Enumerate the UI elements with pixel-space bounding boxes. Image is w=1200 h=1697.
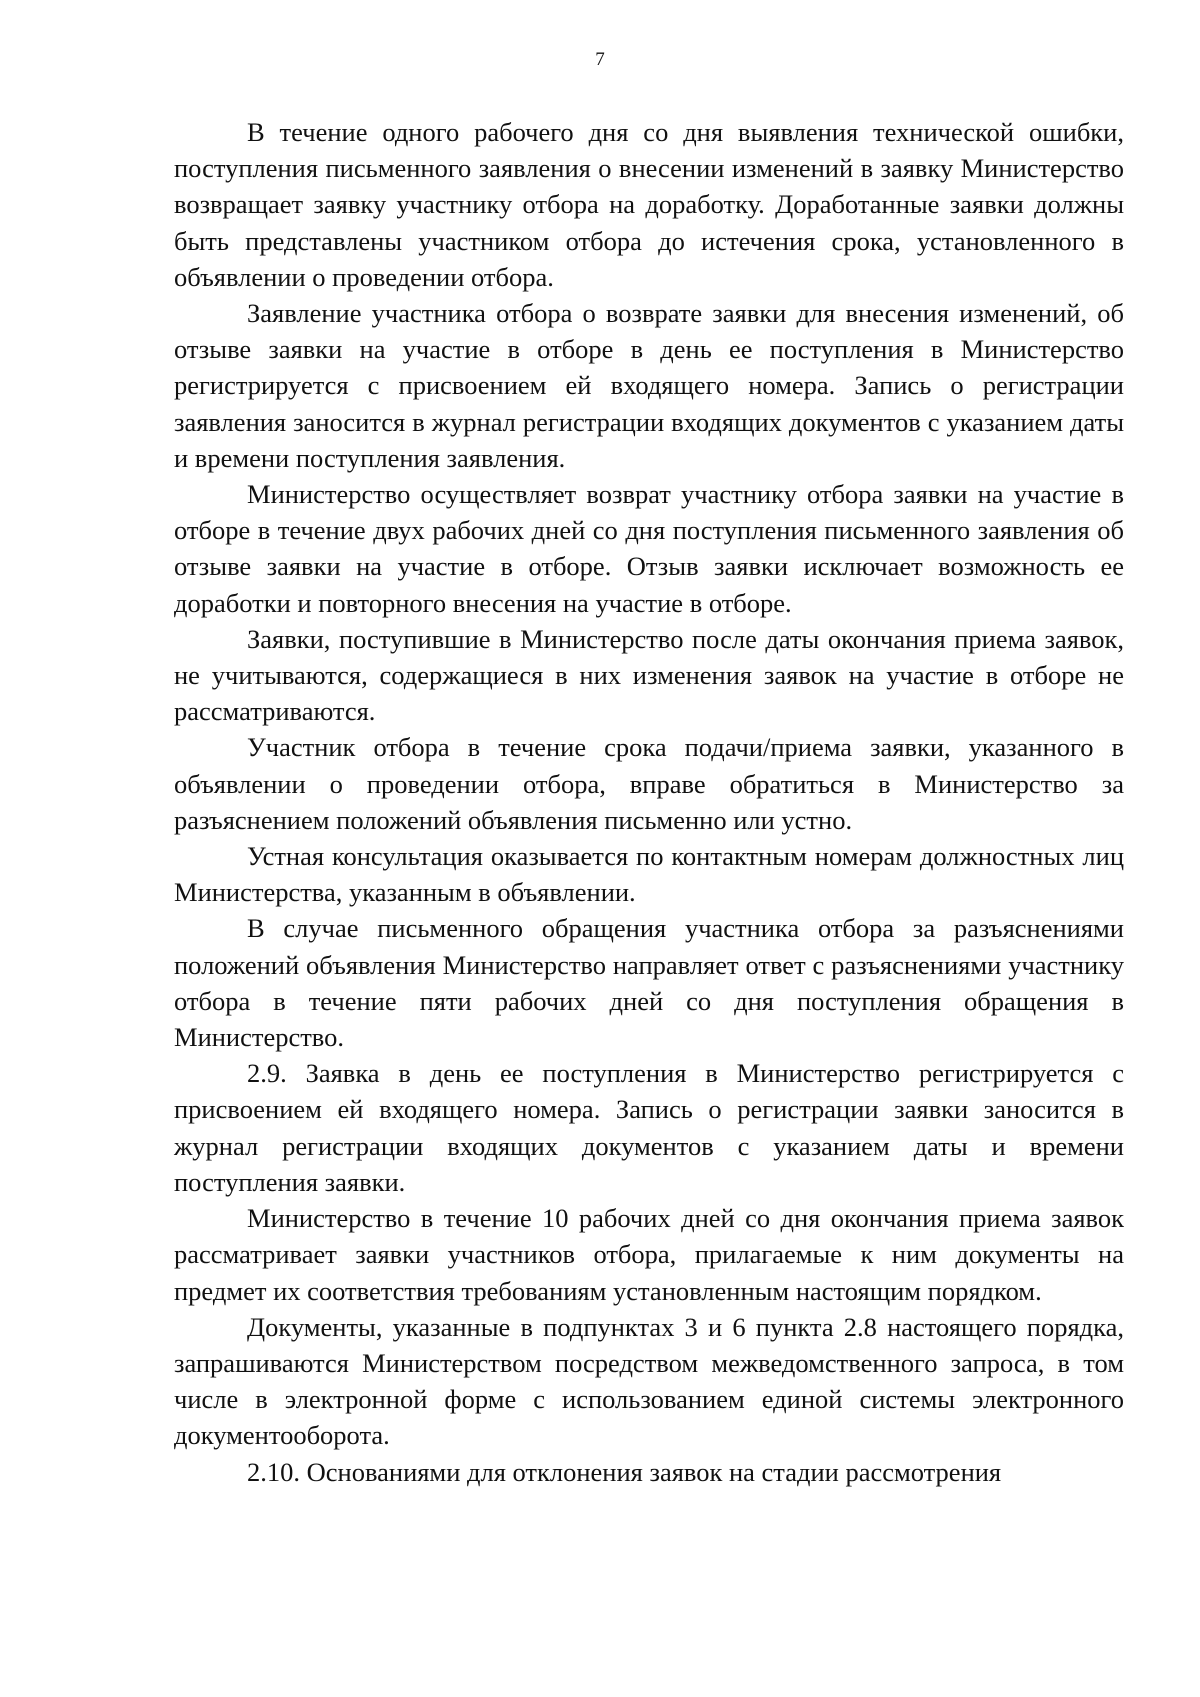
paragraph-review-period: Министерство в течение 10 рабочих дней со дня окончания приема заявок рассматривает заявки участников отбора, прилагаемые к ним документы на предмет их соответствия требованиям установленным настоящим порядком. <box>174 1203 1124 1306</box>
paragraph-oral-consultation: Устная консультация оказывается по контактным номерам должностных лиц Министерства, указанным в объявлении. <box>174 841 1124 908</box>
paragraph-interagency-request: Документы, указанные в подпунктах 3 и 6 пункта 2.8 настоящего порядка, запрашиваются Министерством посредством межведомственного запроса, в том числе в электронной форме с использованием единой системы электронного документооборота. <box>174 1311 1124 1451</box>
paragraph-technical-error-return: В течение одного рабочего дня со дня выявления технической ошибки, поступления письменного заявления о внесении изменений в заявку Министерство возвращает заявку участнику отбора на доработку. Доработанные заявки должны быть представлены участником отбора до истечения срока, установленного в объявлении о проведении отбора. <box>174 117 1124 292</box>
paragraph-application-withdrawal-registration: Заявление участника отбора о возврате заявки для внесения изменений, об отзыве заявки на участие в отборе в день ее поступления в Министерство регистрируется с присвоением ей входящего номера. Запись о регистрации заявления заносится в журнал регистрации входящих документов с указанием даты и времени поступления заявления. <box>174 298 1124 473</box>
page-number: 7 <box>595 49 605 70</box>
paragraph-written-response: В случае письменного обращения участника отбора за разъяснениями положений объявления Министерство направляет ответ с разъяснениями участнику отбора в течение пяти рабочих дней со дня поступления обращения в Министерство. <box>174 913 1124 1053</box>
paragraph-clarification-request: Участник отбора в течение срока подачи/приема заявки, указанного в объявлении о проведении отбора, вправе обратиться в Министерство за разъяснением положений объявления письменно или устно. <box>174 732 1124 835</box>
paragraph-section-2-10: 2.10. Основаниями для отклонения заявок на стадии рассмотрения <box>247 1456 1002 1487</box>
paragraph-late-applications: Заявки, поступившие в Министерство после даты окончания приема заявок, не учитываются, содержащиеся в них изменения заявок на участие в отборе не рассматриваются. <box>174 623 1124 727</box>
paragraph-section-2-9: 2.9. Заявка в день ее поступления в Министерство регистрируется с присвоением ей входящего номера. Запись о регистрации заявки заносится в журнал регистрации входящих документов с указанием даты и времени поступления заявки. <box>174 1058 1124 1197</box>
paragraph-application-return: Министерство осуществляет возврат участнику отбора заявки на участие в отборе в течение двух рабочих дней со дня поступления письменного заявления об отзыве заявки на участие в отборе. Отзыв заявки исключает возможность ее доработки и повторного внесения на участие в отборе. <box>174 479 1124 618</box>
document-body <box>174 114 1124 1490</box>
